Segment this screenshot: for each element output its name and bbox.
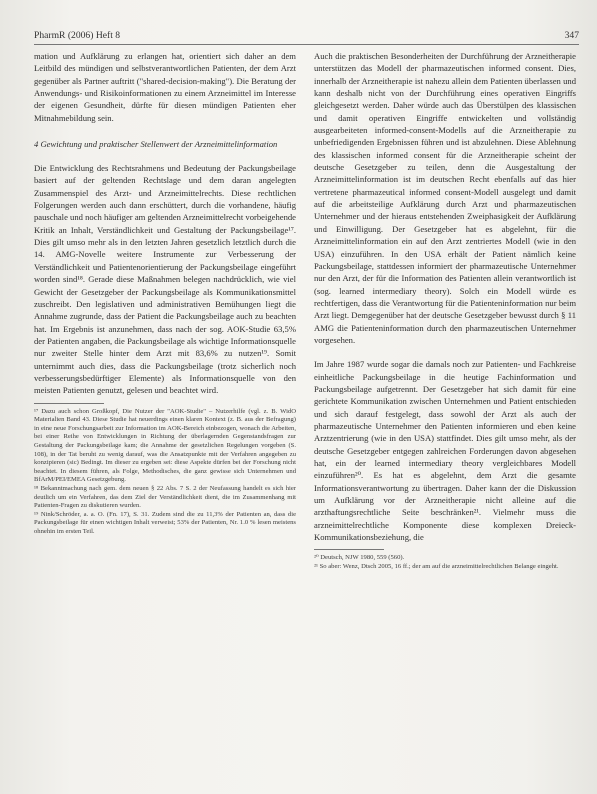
footnote: ¹⁷ Dazu auch schon Großkopf, Die Nutzer der "AOK-Studie" – Nutzerhilfe (vgl. z. B. WidO Materialien Band 43. Diese Studie hat neuerdings einen klaren Kontext (z. B. aus der Befragung) in eine neue Forschungsarbeit zur Information im AOK-Bereich einbezogen, wonach die Arbeiten, bei einer Reihe von Entwicklungen in Richtung der überlagernden Gegenstandsfragen zur Gestaltung der Packungsbeilage kam; die Annahme der gesetzlichen Regelungen vorgeben (S. 108), in der Tat beruht zu wenig darauf, was die Ansatzpunkte mit der Verfahren angegeben zu konzipieren (sic) Bedingt. Im dieser zu ergeben sei: diese Aspekte dürfen bei der Forschung nicht beachtet. In diesem führen, als Folge, Methodisches, die ganz gewisse sich Unternehmen und BfArM/PEI/EMEA Gesetzgebung. (34, 407, 296, 484)
paragraph-main: Die Entwicklung des Rechtsrahmens und Bedeutung der Packungsbeilage basiert auf der geltenden Rechtslage und dem daran angelegten Zusammenspiel des Arzt- und Arzneimittelrechts. Diese rechtlichen Folgerungen werden auch dann erschüttert, durch die vorhandene, häufig pauschale und noch häufiger am geltenden Arzneimittelrecht vorbeigehende Kritik an Inhalt, Verständlichkeit und Gestaltung der Packungsbeilage¹⁷. Dies gilt umso mehr als in den letzten Jahren gesetzlich letztlich durch die 14. AMG-Novelle weitere Instrumente zur Verbesserung der Verständlichkeit und Patientenorientierung der Packungsbeilage eingeführt worden sind¹⁸. Gerade diese Maßnahmen belegen nachdrücklich, wie viel Gewicht der Gesetzgeber der Packungsbeilage als Kommunikationsmittel zuschreibt. Den legislativen und administrativen Bemühungen liegt die Annahme zugrunde, dass der Patient die Packungsbeilage auch zu beachten hat. Im Ergebnis ist anzunehmen, dass nach der sog. AOK-Studie 63,5% der Patienten angaben, die Packungsbeilage als wichtige Informationsquelle nur zweiter Stelle hinter dem Arzt mit 83,6% zu nutzen¹⁹. Somit unternimmt auch dies, dass die Packungsbeilage (trotz sicherlich noch verbesserungsbedürftiger Elemente) als Informationsquelle von den meisten Patienten genutzt, gelesen und beachtet wird. (34, 163, 296, 396)
footnote: ²⁰ Deutsch, NJW 1980, 559 (560). (314, 554, 405, 562)
footnotes-right (314, 554, 576, 571)
paragraph-intro: mation und Aufklärung zu erlangen hat, orientiert sich daher an dem Leitbild des mündigen und selbstverantwortlichen Patienten, der dem Arzt gegenüber als Partner auftritt ("shared-decision-making"). Die Beratung der Anwendungs- und Risikoinformationen zu einem Arzneimittel im Interesse der eigenen Gesundheit, dürfte für diesen mündigen Patienten eher Mitnahmebildung sein. (34, 51, 296, 123)
right-column (314, 50, 576, 572)
footnote: ²¹ So aber: Wenz, Dtsch 2005, 16 ff.; der am auf die arzneimittelrechtlichen Belange eingeht. (314, 563, 559, 570)
footnote-separator (34, 403, 104, 404)
journal-title: PharmR (2006) Heft 8 (34, 30, 121, 41)
page-number: 347 (564, 30, 579, 41)
header-rule (34, 44, 579, 45)
footnote-separator (314, 549, 384, 550)
footnote: ¹⁹ Nink/Schröder, a. a. O. (Fn. 17), S. 31. Zudem sind die zu 11,3% der Patienten an, dass die Packungsbeilage für einen wichtigen Inhalt verweist; 53% der Patienten, Nr. 1.0 % lesen meistens ohnehin im ersten Teil. (34, 510, 296, 535)
paragraph-top: Auch die praktischen Besonderheiten der Durchführung der Arzneitherapie unterstützen das Modell der pharmazeutischen informed consent. Dies, innerhalb der Arzneitherapie ist nahezu allein dem Patienten überlassen und kann deshalb nicht von der Durchführung eines operativen Eingriffs gleichgesetzt werden. Daher würde auch das Überstülpen des klassischen und damit operativen Eingriffe entwickelten und vollständig ausgearbeiteten informed-consent-Modells auf die Arzneitherapie zu unbefriedigenden Ergebnissen führen und ist abzulehnen. Diese Ablehnung des klassischen informed consent für die Arzneitherapie scheint der deutsche Gesetzgeber zu teilen, denn die Ausgestaltung der Arzneimittelinformation ist im deutschen Recht ebenfalls auf das hier vertretene pharmazeutical informed consent-Modell ausgelegt und damit auf die arbeitsteilige Aufklärung durch Arzt und pharmazeutischen Unternehmer und der hieraus entstehenden Zweiphasigkeit der Aufklärung und Einwilligung. Der Gesetzgeber hat es abgelehnt, für die Arzneimittelinformation ein auf den Arzt zentriertes Modell (wie in den USA) einzuführen. In den USA erhält der Patient nämlich keine Packungsbeilage, stattdessen informiert der pharmazeutische Unternehmer nur den Arzt, der für die Information des Patienten allein verantwortlich ist (sog. learned intermediary theory). Solch ein Modell würde es rechtfertigen, dass die Verantwortung für die Patienteninformation nur beim Arzt liegt. Demgegenüber hat der deutsche Gesetzgeber bewusst durch § 11 AMG die Patienteninformation durch den pharmazeutischen Unternehmer vorgesehen. (314, 51, 576, 345)
footnotes-left (34, 408, 296, 537)
left-column (34, 50, 296, 537)
section-heading: 4 Gewichtung und praktischer Stellenwert der Arzneimittelinformation (34, 139, 278, 150)
footnote: ¹⁸ Bekanntmachung nach gem. dem neuen § 22 Abs. 7 S. 2 der Neufassung handelt es sich hier deutlich um ein Verfahren, das dem Ziel der Verständlichkeit dient, die im Zusammenhang mit Patienten-Fragen zu diskutieren wurden. (34, 484, 296, 510)
paragraph-bottom: Im Jahre 1987 wurde sogar die damals noch zur Patienten- und Fachkreise einheitliche Packungsbeilage in die heutige Fachinformation und Packungsbeilage aufgetrennt. Der Gesetzgeber hat sich damit für eine gerichtete Kommunikation zwischen Unternehmen und Patient entschieden und sich darauf festgelegt, dass sowohl der Arzt als auch der pharmazeutische Unternehmer den Patienten informieren und eben keine Arztzentrierung (wie in den USA) stattfindet. Dies gilt umso mehr, als der deutsche Gesetzgeber entgegen zahlreichen Forderungen davon abgesehen hat, ein der learned intermediary theory vergleichbares Modell einzuführen²⁰. Es hat es abgelehnt, dem Arzt die gesamte Informationsverantwortung zu übertragen. Daher kann der die Diskussion um Aufklärung vor der Arzneitherapie nicht alleine auf die arzthaftungsrechtliche Seite beschränken²¹. Vielmehr muss die arzneimittelrechtliche Komponente diese komplexen Dreieck-Kommunikationsbeziehung, die (314, 359, 576, 543)
running-head (34, 30, 579, 44)
